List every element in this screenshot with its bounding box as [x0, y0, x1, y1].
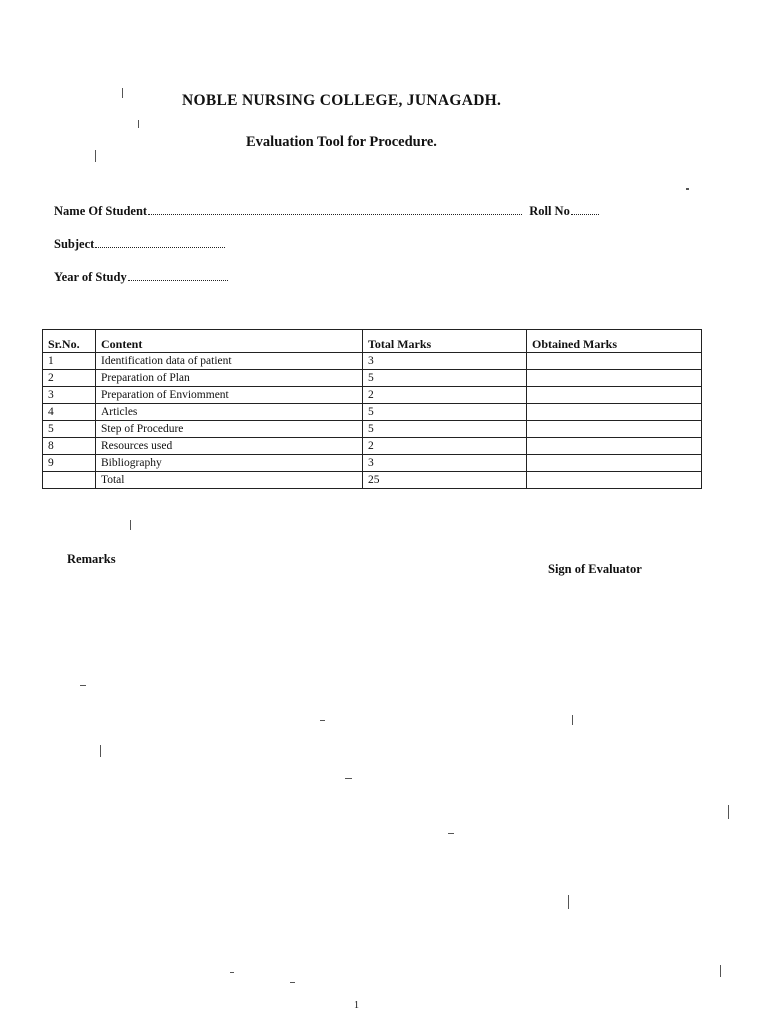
- cell-obtained-marks: [527, 387, 702, 404]
- table-row: [43, 455, 702, 472]
- student-name-blank: [148, 213, 522, 215]
- student-name-label: Name Of Student: [54, 204, 148, 218]
- table-row: [43, 404, 702, 421]
- subject-label: Subject: [54, 237, 95, 251]
- cell-sr-no: 5: [43, 421, 96, 438]
- total-cell-sr-no: [43, 472, 96, 489]
- cell-content: Articles: [96, 404, 363, 421]
- table-row: [43, 421, 702, 438]
- header-total-marks: Total Marks: [363, 330, 527, 353]
- cell-obtained-marks: [527, 438, 702, 455]
- year-of-study-label: Year of Study: [54, 270, 127, 284]
- cell-obtained-marks: [527, 404, 702, 421]
- cell-obtained-marks: [527, 421, 702, 438]
- cell-obtained-marks: [527, 370, 702, 387]
- table-row: [43, 438, 702, 455]
- cell-total-marks: 5: [363, 421, 527, 438]
- table-header-row: [43, 330, 702, 353]
- cell-sr-no: 1: [43, 353, 96, 370]
- year-of-study-row: [54, 270, 228, 285]
- college-title: NOBLE NURSING COLLEGE, JUNAGADH.: [182, 92, 502, 109]
- cell-sr-no: 8: [43, 438, 96, 455]
- total-label: Total: [96, 472, 363, 489]
- evaluation-table: [42, 329, 702, 489]
- cell-sr-no: 3: [43, 387, 96, 404]
- table-row: [43, 353, 702, 370]
- cell-content: Resources used: [96, 438, 363, 455]
- total-row: [43, 472, 702, 489]
- cell-total-marks: 5: [363, 404, 527, 421]
- document-subtitle: Evaluation Tool for Procedure.: [246, 134, 437, 150]
- subject-blank: [95, 246, 225, 248]
- cell-content: Preparation of Enviomment: [96, 387, 363, 404]
- table-row: [43, 387, 702, 404]
- cell-sr-no: 9: [43, 455, 96, 472]
- cell-obtained-marks: [527, 455, 702, 472]
- roll-no-label: Roll No: [529, 204, 570, 218]
- subject-row: [54, 237, 225, 252]
- cell-total-marks: 3: [363, 455, 527, 472]
- student-name-row: [54, 204, 599, 219]
- evaluator-sign-label: Sign of Evaluator: [548, 562, 642, 576]
- roll-no-blank: [571, 213, 599, 215]
- cell-total-marks: 2: [363, 438, 527, 455]
- header-obtained-marks: Obtained Marks: [527, 330, 702, 353]
- cell-content: Bibliography: [96, 455, 363, 472]
- cell-total-marks: 2: [363, 387, 527, 404]
- cell-content: Preparation of Plan: [96, 370, 363, 387]
- remarks-label: Remarks: [67, 552, 116, 566]
- header-content: Content: [96, 330, 363, 353]
- cell-content: Identification data of patient: [96, 353, 363, 370]
- cell-obtained-marks: [527, 353, 702, 370]
- cell-total-marks: 5: [363, 370, 527, 387]
- total-obtained-marks: [527, 472, 702, 489]
- cell-total-marks: 3: [363, 353, 527, 370]
- header-sr-no: Sr.No.: [43, 330, 96, 353]
- page-number: 1: [354, 1000, 359, 1011]
- cell-content: Step of Procedure: [96, 421, 363, 438]
- table-row: [43, 370, 702, 387]
- year-of-study-blank: [128, 279, 228, 281]
- cell-sr-no: 4: [43, 404, 96, 421]
- total-marks-value: 25: [363, 472, 527, 489]
- cell-sr-no: 2: [43, 370, 96, 387]
